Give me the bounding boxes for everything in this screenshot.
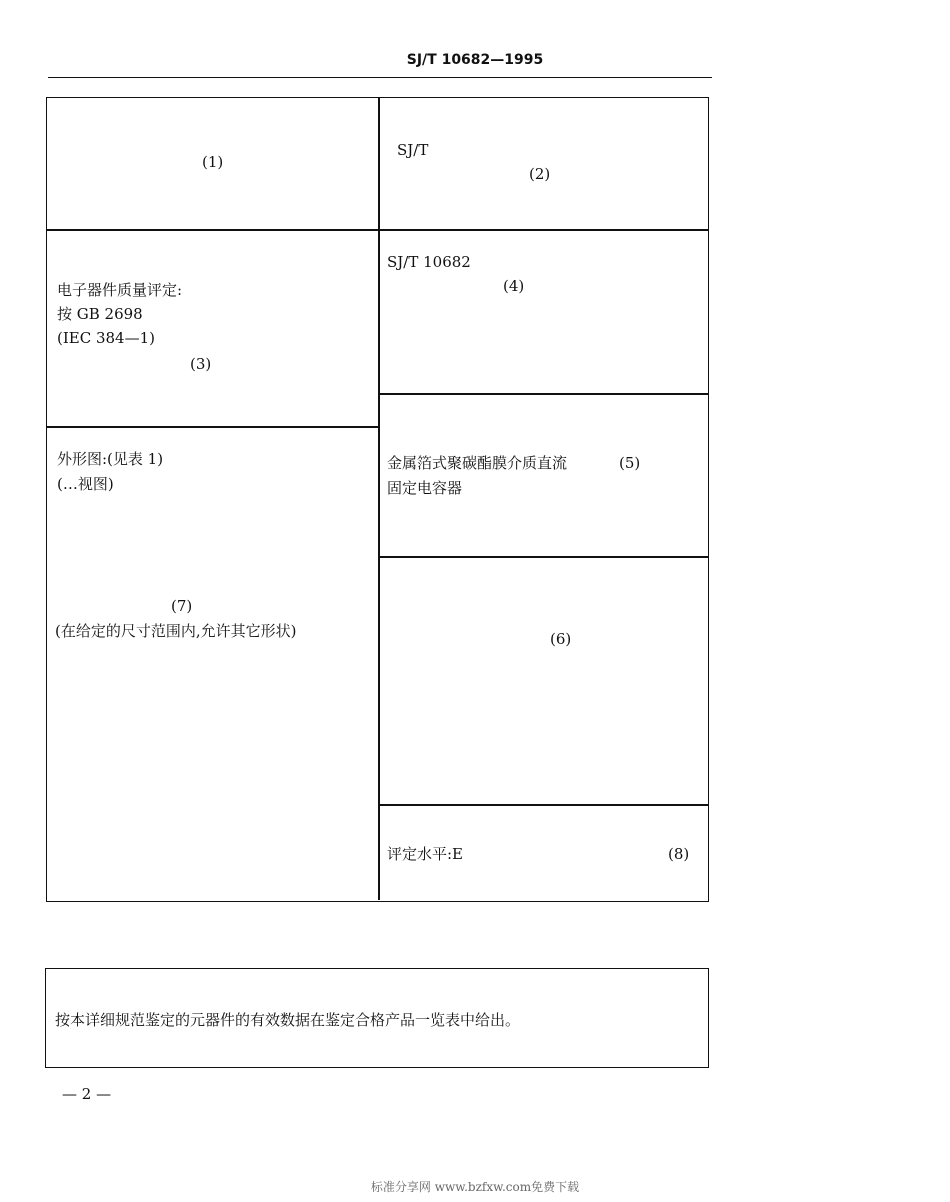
cell-3-line-2: 按 GB 2698 bbox=[57, 305, 143, 323]
spec-table bbox=[46, 97, 709, 902]
cell-2-number: (2) bbox=[529, 165, 551, 183]
table-divider bbox=[378, 393, 708, 395]
cell-1-number: (1) bbox=[202, 153, 224, 171]
table-divider bbox=[47, 426, 378, 428]
page-number: — 2 — bbox=[62, 1085, 112, 1103]
watermark-text: 标准分享网 www.bzfxw.com免费下载 bbox=[370, 1180, 580, 1194]
header-rule bbox=[48, 77, 712, 78]
cell-5-line-2: 固定电容器 bbox=[387, 479, 463, 497]
cell-5-line-1: 金属箔式聚碳酯膜介质直流 bbox=[387, 454, 568, 472]
cell-3-line-1: 电子器件质量评定: bbox=[57, 281, 183, 299]
cell-7-number: (7) bbox=[171, 597, 193, 615]
cell-7-note: (在给定的尺寸范围内,允许其它形状) bbox=[55, 622, 297, 640]
table-divider bbox=[378, 804, 708, 806]
table-divider bbox=[47, 229, 378, 231]
cell-6-number: (6) bbox=[550, 630, 572, 648]
header-title: SJ/T 10682—1995 bbox=[406, 52, 544, 68]
table-divider-vertical bbox=[378, 98, 380, 900]
cell-4-number: (4) bbox=[503, 277, 525, 295]
cell-8-label: 评定水平:E bbox=[387, 845, 464, 863]
cell-5-number: (5) bbox=[619, 454, 641, 472]
cell-8-number: (8) bbox=[668, 845, 690, 863]
table-divider bbox=[378, 229, 708, 231]
cell-2-standard: SJ/T bbox=[397, 141, 429, 159]
cell-3-line-3: (IEC 384—1) bbox=[57, 329, 155, 347]
notice-text: 按本详细规范鉴定的元器件的有效数据在鉴定合格产品一览表中给出。 bbox=[55, 1011, 521, 1029]
cell-7-line-1: 外形图:(见表 1) bbox=[57, 450, 164, 468]
cell-7-line-2: (…视图) bbox=[57, 475, 114, 493]
table-divider bbox=[378, 556, 708, 558]
cell-4-standard: SJ/T 10682 bbox=[387, 253, 471, 271]
cell-3-number: (3) bbox=[190, 355, 212, 373]
